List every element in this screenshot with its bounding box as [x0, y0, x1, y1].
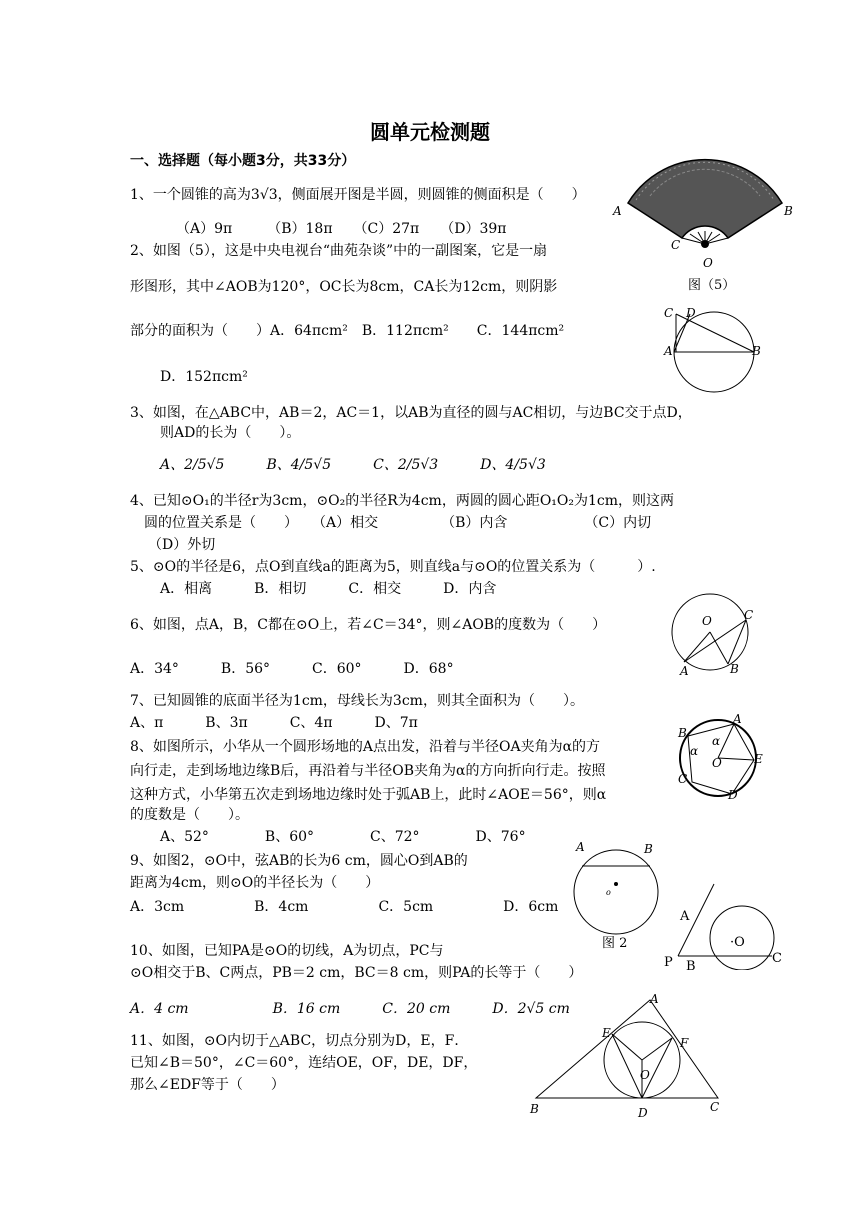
q6-line1: 6、如图，点A，B，C都在⊙O上，若∠C＝34°，则∠AOB的度数为（ ） [130, 617, 607, 633]
q3-options: A、2/5√5 B、4/5√5 C、2/5√3 D、4/5√3 [160, 457, 546, 473]
q11-label-a: A [650, 992, 659, 1006]
q3-line1: 3、如图，在△ABC中，AB＝2，AC＝1，以AB为直径的圆与AC相切，与边BC交于点D， [130, 405, 692, 421]
q11-line1: 11、如图，⊙O内切于△ABC，切点分别为D，E，F． [130, 1033, 469, 1049]
q8-label-c: C [678, 772, 688, 786]
q9-label-b: B [644, 842, 653, 856]
q9-line2: 距离为4cm，则⊙O的半径长为（ ） [130, 875, 380, 891]
q9-options: A．3cm B．4cm C．5cm D．6cm [130, 899, 559, 915]
q3-label-a: A [664, 344, 673, 358]
q5-line2: A．相离 B．相切 C．相交 D．内含 [160, 581, 497, 597]
fan-figure [610, 156, 800, 266]
q11-label-e: E [602, 1026, 611, 1040]
fan-label-o: O [703, 256, 713, 270]
q11-label-c: C [710, 1100, 720, 1114]
q9-figure [566, 846, 666, 936]
q9-label-o: o [606, 888, 611, 897]
q5-line1: 5、⊙O的半径是6，点O到直线a的距离为5，则直线a与⊙O的位置关系为（ ）. [130, 559, 656, 575]
q8-label-alpha1: α [690, 744, 699, 758]
page-title: 圆单元检测题 [370, 120, 490, 144]
fan-label-a: A [613, 204, 622, 218]
q8-options: A、52° B、60° C、72° D、76° [160, 829, 526, 845]
q2-line2: 形图形，其中∠AOB为120°，OC长为8cm，CA长为12cm，则阴影 [130, 279, 558, 295]
q7-line2: A、π B、3π C、4π D、7π [130, 715, 418, 731]
q11-label-d: D [638, 1106, 648, 1120]
q8-label-e: E [754, 752, 763, 766]
q10-line2: ⊙O相交于B、C两点，PB＝2 cm，BC＝8 cm，则PA的长等于（ ） [130, 965, 583, 981]
q6-line2: A．34° B．56° C．60° D．68° [130, 661, 454, 677]
q11-label-b: B [530, 1102, 539, 1116]
q10-label-c: C [772, 951, 782, 966]
q8-label-b: B [678, 726, 687, 740]
q3-line2: 则AD的长为（ ）。 [160, 425, 301, 441]
q6-label-c: C [744, 608, 754, 622]
q11-label-o: O [640, 1068, 650, 1082]
q9-label-a: A [576, 840, 585, 854]
q7-line1: 7、已知圆锥的底面半径为1cm，母线长为3cm，则其全面积为（ ）。 [130, 693, 584, 709]
q11-label-f: F [680, 1036, 689, 1050]
q9-line1: 9、如图2，⊙O中，弦AB的长为6 cm，圆心O到AB的 [130, 853, 468, 869]
q8-line4: 的度数是（ ）。 [130, 807, 249, 823]
q6-label-a: A [680, 664, 689, 678]
q10-options: A．4 cm B．16 cm C．20 cm D．2√5 cm [130, 1001, 570, 1017]
q1-options: （A）9π （B）18π （C）27π （D）39π [176, 221, 507, 237]
q3-label-c: C [664, 306, 674, 320]
q10-line1: 10、如图，已知PA是⊙O的切线，A为切点，PC与 [130, 943, 444, 959]
q10-label-b: B [686, 959, 696, 974]
q4-line3: （D）外切 [148, 537, 216, 553]
q8-line2: 向行走，走到场地边缘B后，再沿着与半径OB夹角为α的方向折向行走。按照 [130, 763, 606, 779]
q2-line1: 2、如图（5），这是中央电视台“曲苑杂谈”中的一副图案，它是一扇 [130, 243, 548, 259]
fan-caption: 图（5） [688, 278, 736, 293]
q4-line1: 4、已知⊙O₁的半径r为3cm，⊙O₂的半径R为4cm，两圆的圆心距O₁O₂为1cm，则这两 [130, 493, 675, 509]
q8-label-o: O [712, 756, 722, 770]
fan-label-b: B [784, 204, 793, 218]
q11-line2: 已知∠B＝50°，∠C＝60°，连结OE，OF，DE，DF， [130, 1055, 478, 1071]
q9-caption: 图 2 [602, 936, 628, 951]
q8-label-d: D [728, 788, 738, 802]
q8-label-a: A [733, 712, 742, 726]
section-heading: 一、选择题（每小题3分，共33分） [130, 153, 356, 169]
q10-label-p: P [664, 955, 673, 970]
q8-label-alpha2: α [712, 734, 721, 748]
q6-label-o: O [702, 614, 712, 628]
fan-label-c: C [671, 238, 681, 252]
q3-label-b: B [752, 344, 761, 358]
q8-line1: 8、如图所示，小华从一个圆形场地的A点出发，沿着与半径OA夹角为α的方 [130, 739, 601, 755]
q11-line3: 那么∠EDF等于（ ） [130, 1077, 285, 1093]
q2-line4: D．152πcm² [160, 369, 248, 385]
q4-line2: 圆的位置关系是（ ） （A）相交 （B）内含 （C）内切 [144, 515, 652, 531]
q3-label-d: D [686, 306, 696, 320]
q10-label-o: ·O [730, 935, 745, 950]
q2-line3: 部分的面积为（ ）A．64πcm² B．112πcm² C．144πcm² [130, 323, 565, 339]
q11-figure [526, 994, 736, 1106]
q10-label-a: A [680, 909, 690, 924]
q8-line3: 这种方式，小华第五次走到场地边缘时处于弧AB上，此时∠AOE＝56°，则α [130, 787, 607, 803]
q1-stem: 1、一个圆锥的高为3√3，侧面展开图是半圆，则圆锥的侧面积是（ ） [130, 187, 586, 203]
q6-label-b: B [730, 662, 739, 676]
